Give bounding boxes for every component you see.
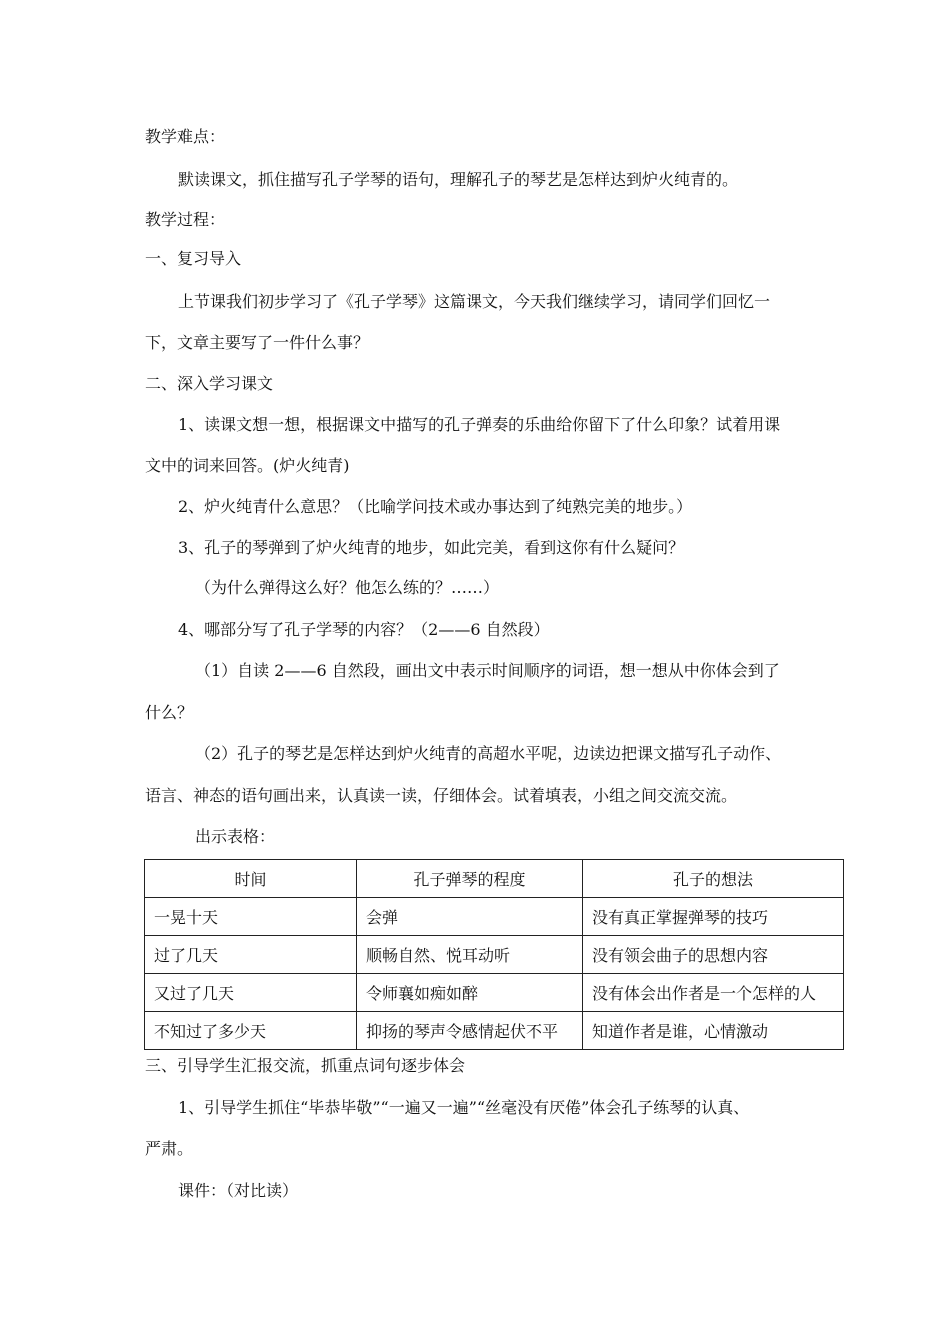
section-deep-study: 二、深入学习课文 — [145, 374, 274, 393]
item-4-sub-2-line-2: 语言、神态的语句画出来，认真读一读，仔细体会。试着填表，小组之间交流交流。 — [145, 786, 738, 805]
table-header-row — [145, 860, 844, 898]
show-table-label: 出示表格： — [195, 827, 276, 846]
item-4: 4、哪部分写了孔子学琴的内容？（2——6 自然段） — [178, 620, 550, 639]
courseware-label: 课件：（对比读） — [178, 1181, 299, 1200]
table-cell: 抑扬的琴声令感情起伏不平 — [357, 1012, 583, 1050]
table-header-time: 时间 — [145, 860, 357, 898]
table-cell: 又过了几天 — [145, 974, 357, 1012]
paragraph-difficulty: 默读课文，抓住描写孔子学琴的语句，理解孔子的琴艺是怎样达到炉火纯青的。 — [178, 170, 739, 189]
item-3: 3、孔子的琴弹到了炉火纯青的地步，如此完美，看到这你有什么疑问？ — [178, 538, 685, 557]
item-guide-line-1: 1、引导学生抓住“毕恭毕敬”“一遍又一遍”“丝毫没有厌倦”体会孔子练琴的认真、 — [178, 1098, 750, 1117]
paragraph-review-2: 下，文章主要写了一件什么事？ — [145, 333, 370, 352]
paragraph-review-1: 上节课我们初步学习了《孔子学琴》这篇课文，今天我们继续学习，请同学们回忆一 — [178, 292, 771, 311]
heading-teaching-difficulty: 教学难点： — [145, 127, 226, 146]
item-4-sub-2-line-1: （2）孔子的琴艺是怎样达到炉火纯青的高超水平呢，边读边把课文描写孔子动作、 — [195, 744, 782, 763]
table-cell: 不知过了多少天 — [145, 1012, 357, 1050]
item-3-note: （为什么弹得这么好？他怎么练的？……） — [195, 578, 500, 597]
item-4-sub-1-line-2: 什么？ — [145, 703, 194, 722]
item-1-line-1: 1、读课文想一想，根据课文中描写的孔子弹奏的乐曲给你留下了什么印象？试着用课 — [178, 415, 781, 434]
table-row — [145, 974, 844, 1012]
section-review: 一、复习导入 — [145, 249, 242, 268]
table-header-degree: 孔子弹琴的程度 — [357, 860, 583, 898]
table-cell: 过了几天 — [145, 936, 357, 974]
table-row — [145, 936, 844, 974]
table-header-thoughts: 孔子的想法 — [583, 860, 844, 898]
table-cell: 没有真正掌握弹琴的技巧 — [583, 898, 844, 936]
table-cell: 知道作者是谁，心情激动 — [583, 1012, 844, 1050]
table-cell: 一晃十天 — [145, 898, 357, 936]
table-cell: 会弹 — [357, 898, 583, 936]
item-1-line-2: 文中的词来回答。(炉火纯青) — [145, 456, 350, 475]
item-2: 2、炉火纯青什么意思？（比喻学问技术或办事达到了纯熟完美的地步。） — [178, 497, 693, 516]
table-row — [145, 1012, 844, 1050]
section-report-exchange: 三、引导学生汇报交流，抓重点词句逐步体会 — [145, 1056, 466, 1075]
heading-teaching-process: 教学过程： — [145, 210, 226, 229]
table-cell: 顺畅自然、悦耳动听 — [357, 936, 583, 974]
table-row — [145, 898, 844, 936]
item-4-sub-1-line-1: （1）自读 2——6 自然段，画出文中表示时间顺序的词语，想一想从中你体会到了 — [195, 661, 780, 680]
table-cell: 令师襄如痴如醉 — [357, 974, 583, 1012]
item-guide-line-2: 严肃。 — [145, 1139, 194, 1158]
practice-table — [144, 859, 844, 1050]
table-cell: 没有体会出作者是一个怎样的人 — [583, 974, 844, 1012]
table-cell: 没有领会曲子的思想内容 — [583, 936, 844, 974]
